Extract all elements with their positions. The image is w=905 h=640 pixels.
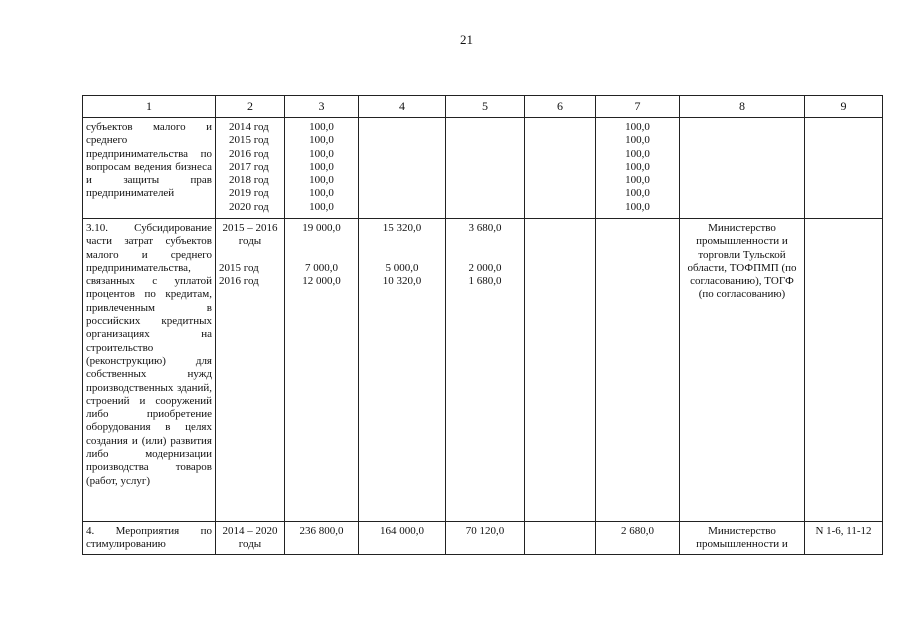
amount-value: 100,0 [309, 187, 334, 200]
amount-cell [359, 219, 446, 522]
amount-value: 100,0 [309, 174, 334, 187]
header-cell: 4 [359, 96, 446, 118]
amount-total: 15 320,0 [382, 222, 422, 234]
page-number: 21 [460, 32, 473, 47]
header-cell: 8 [680, 96, 805, 118]
amount-value: 100,0 [625, 147, 650, 160]
executor-cell [680, 118, 805, 219]
year-label: 2020 год [229, 200, 269, 213]
amount-cell [525, 118, 596, 219]
year-label: 2015 год [219, 261, 259, 274]
executor-cell: Министерство промышленности и [680, 522, 805, 555]
amount-total: 3 680,0 [468, 222, 502, 234]
period-cell [216, 118, 285, 219]
total-amount-cell [285, 118, 359, 219]
header-row [83, 96, 883, 118]
period-cell [216, 219, 285, 522]
indicator-cell [805, 219, 883, 522]
amount-total: 19 000,0 [302, 222, 341, 234]
total-amount-cell [285, 219, 359, 522]
header-cell: 9 [805, 96, 883, 118]
amount-value: 2 000,0 [468, 261, 502, 274]
year-label: 2018 год [229, 174, 269, 187]
period-cell: 2014 – 2020 годы [216, 522, 285, 555]
amount-value: 10 320,0 [382, 275, 422, 288]
measure-description: субъектов малого и среднего предпринимательства по вопросам ведения бизнеса и защиты прав предпринимателей [83, 118, 216, 219]
amount-value: 100,0 [309, 147, 334, 160]
indicator-cell [805, 118, 883, 219]
total-amount-cell: 236 800,0 [285, 522, 359, 555]
amount-value: 7 000,0 [305, 261, 338, 274]
amount-cell [359, 118, 446, 219]
year-label: 2017 год [229, 160, 269, 173]
amount-cell [525, 219, 596, 522]
amount-value: 12 000,0 [302, 275, 341, 288]
program-table [82, 95, 883, 555]
amount-cell [446, 118, 525, 219]
amount-value: 100,0 [625, 187, 650, 200]
executor-cell: Министерство промышленности и торговли Тульской области, ТОФПМП (по согласованию), ТОГФ (по согласованию) [680, 219, 805, 522]
year-label: 2015 год [229, 134, 269, 147]
table-row [83, 219, 883, 522]
table-row [83, 118, 883, 219]
header-cell: 5 [446, 96, 525, 118]
year-label: 2016 год [219, 275, 259, 288]
amount-value: 100,0 [309, 160, 334, 173]
amount-value: 100,0 [625, 134, 650, 147]
amount-value: 100,0 [625, 121, 650, 133]
amount-cell [446, 219, 525, 522]
header-cell: 1 [83, 96, 216, 118]
measure-description: 3.10. Субсидирование части затрат субъектов малого и среднего предпринимательства, связанных с уплатой процентов по кредитам, привлеченным в российских кредитных организациях на строительство (реконструкцию) для собственных нужд производственных зданий, строений и сооружений либо приобретение оборудования в целях создания и (или) развития либо модернизации производства товаров (работ, услуг) [83, 219, 216, 522]
year-label: 2016 год [229, 147, 269, 160]
year-label: 2014 год [229, 121, 269, 133]
amount-value: 100,0 [625, 200, 650, 213]
header-cell: 7 [596, 96, 680, 118]
amount-cell: 164 000,0 [359, 522, 446, 555]
amount-value: 5 000,0 [385, 261, 419, 274]
amount-value: 100,0 [625, 174, 650, 187]
amount-cell [596, 118, 680, 219]
header-cell: 2 [216, 96, 285, 118]
amount-cell [596, 219, 680, 522]
table-row [83, 522, 883, 555]
header-cell: 6 [525, 96, 596, 118]
amount-value: 100,0 [625, 160, 650, 173]
amount-cell [525, 522, 596, 555]
amount-cell: 2 680,0 [596, 522, 680, 555]
amount-value: 100,0 [309, 200, 334, 213]
header-cell: 3 [285, 96, 359, 118]
measure-description: 4. Мероприятия по стимулированию [83, 522, 216, 555]
year-label: 2019 год [229, 187, 269, 200]
period-total: 2015 – 2016 годы [222, 222, 278, 248]
amount-value: 1 680,0 [468, 275, 502, 288]
amount-value: 100,0 [309, 121, 334, 133]
amount-value: 100,0 [309, 134, 334, 147]
amount-cell: 70 120,0 [446, 522, 525, 555]
indicator-cell: N 1-6, 11-12 [805, 522, 883, 555]
